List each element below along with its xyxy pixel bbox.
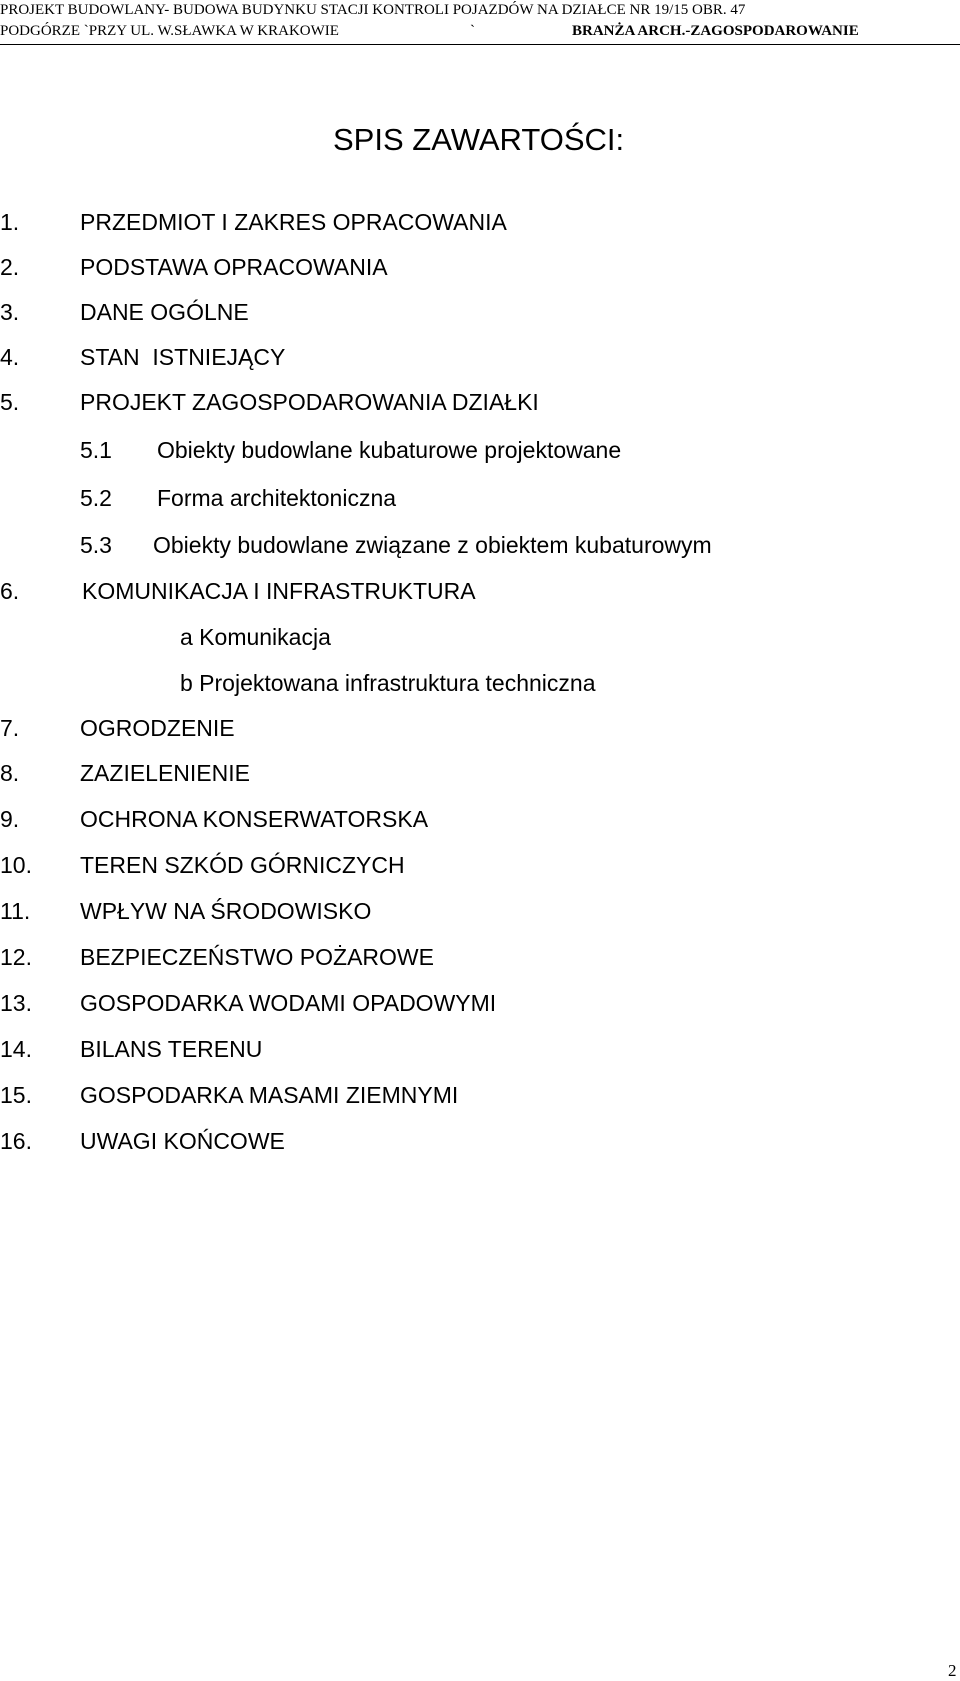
toc-item-number: 6. [0,578,20,604]
page-number: 2 [948,1661,957,1680]
toc-item-text: GOSPODARKA MASAMI ZIEMNYMI [80,1082,459,1108]
toc-item-text: UWAGI KOŃCOWE [80,1128,285,1154]
toc-item-number: 3. [0,299,20,325]
toc-item-text: b Projektowana infrastruktura techniczna [180,670,596,696]
toc-item-text: a Komunikacja [180,624,331,650]
toc-item-text: OGRODZENIE [80,715,235,741]
header-project-title: PROJEKT BUDOWLANY- BUDOWA BUDYNKU STACJI KONTROLI POJAZDÓW NA DZIAŁCE NR 19/15 OBR. 47 [0,2,746,18]
toc-item-text: OCHRONA KONSERWATORSKA [80,806,429,832]
toc-item-number: 5.2 [80,485,112,511]
toc-item-text: ZAZIELENIENIE [80,760,250,786]
toc-item-text: BILANS TERENU [80,1036,263,1062]
toc-item-text: PRZEDMIOT I ZAKRES OPRACOWANIA [80,209,507,235]
toc-item-number: 4. [0,344,20,370]
header-discipline: BRANŻA ARCH.-ZAGOSPODAROWANIE [572,23,859,39]
toc-item-text: BEZPIECZEŃSTWO POŻAROWE [80,944,434,970]
toc-item-number: 12. [0,944,32,970]
toc-item-number: 7. [0,715,20,741]
toc-item-number: 8. [0,760,20,786]
toc-item-text: Forma architektoniczna [157,485,397,511]
toc-item-number: 14. [0,1036,32,1062]
header-mark: ` [470,23,475,39]
toc-item-text: KOMUNIKACJA I INFRASTRUKTURA [82,578,476,604]
toc-item-number: 15. [0,1082,32,1108]
toc-item-number: 13. [0,990,32,1016]
page-title: SPIS ZAWARTOŚCI: [333,122,625,157]
toc-item-text: Obiekty budowlane związane z obiektem kubaturowym [153,532,712,558]
header-divider [0,44,960,45]
toc-item-number: 1. [0,209,20,235]
toc-item-text: PROJEKT ZAGOSPODAROWANIA DZIAŁKI [80,389,539,415]
header-location: PODGÓRZE `PRZY UL. W.SŁAWKA W KRAKOWIE [0,23,339,39]
toc-item-text: Obiekty budowlane kubaturowe projektowane [157,437,622,463]
toc-item-text: DANE OGÓLNE [80,299,249,325]
toc-item-text: PODSTAWA OPRACOWANIA [80,254,388,280]
toc-item-text: WPŁYW NA ŚRODOWISKO [80,898,372,924]
toc-item-number: 10. [0,852,32,878]
toc-item-number: 5. [0,389,20,415]
toc-item-text: STAN ISTNIEJĄCY [80,344,286,370]
toc-item-number: 11. [0,898,31,924]
toc-item-number: 16. [0,1128,32,1154]
toc-item-number: 5.3 [80,532,112,558]
toc-item-number: 9. [0,806,20,832]
toc-item-text: TEREN SZKÓD GÓRNICZYCH [80,852,405,878]
toc-item-number: 5.1 [80,437,112,463]
toc-item-number: 2. [0,254,20,280]
toc-item-text: GOSPODARKA WODAMI OPADOWYMI [80,990,497,1016]
